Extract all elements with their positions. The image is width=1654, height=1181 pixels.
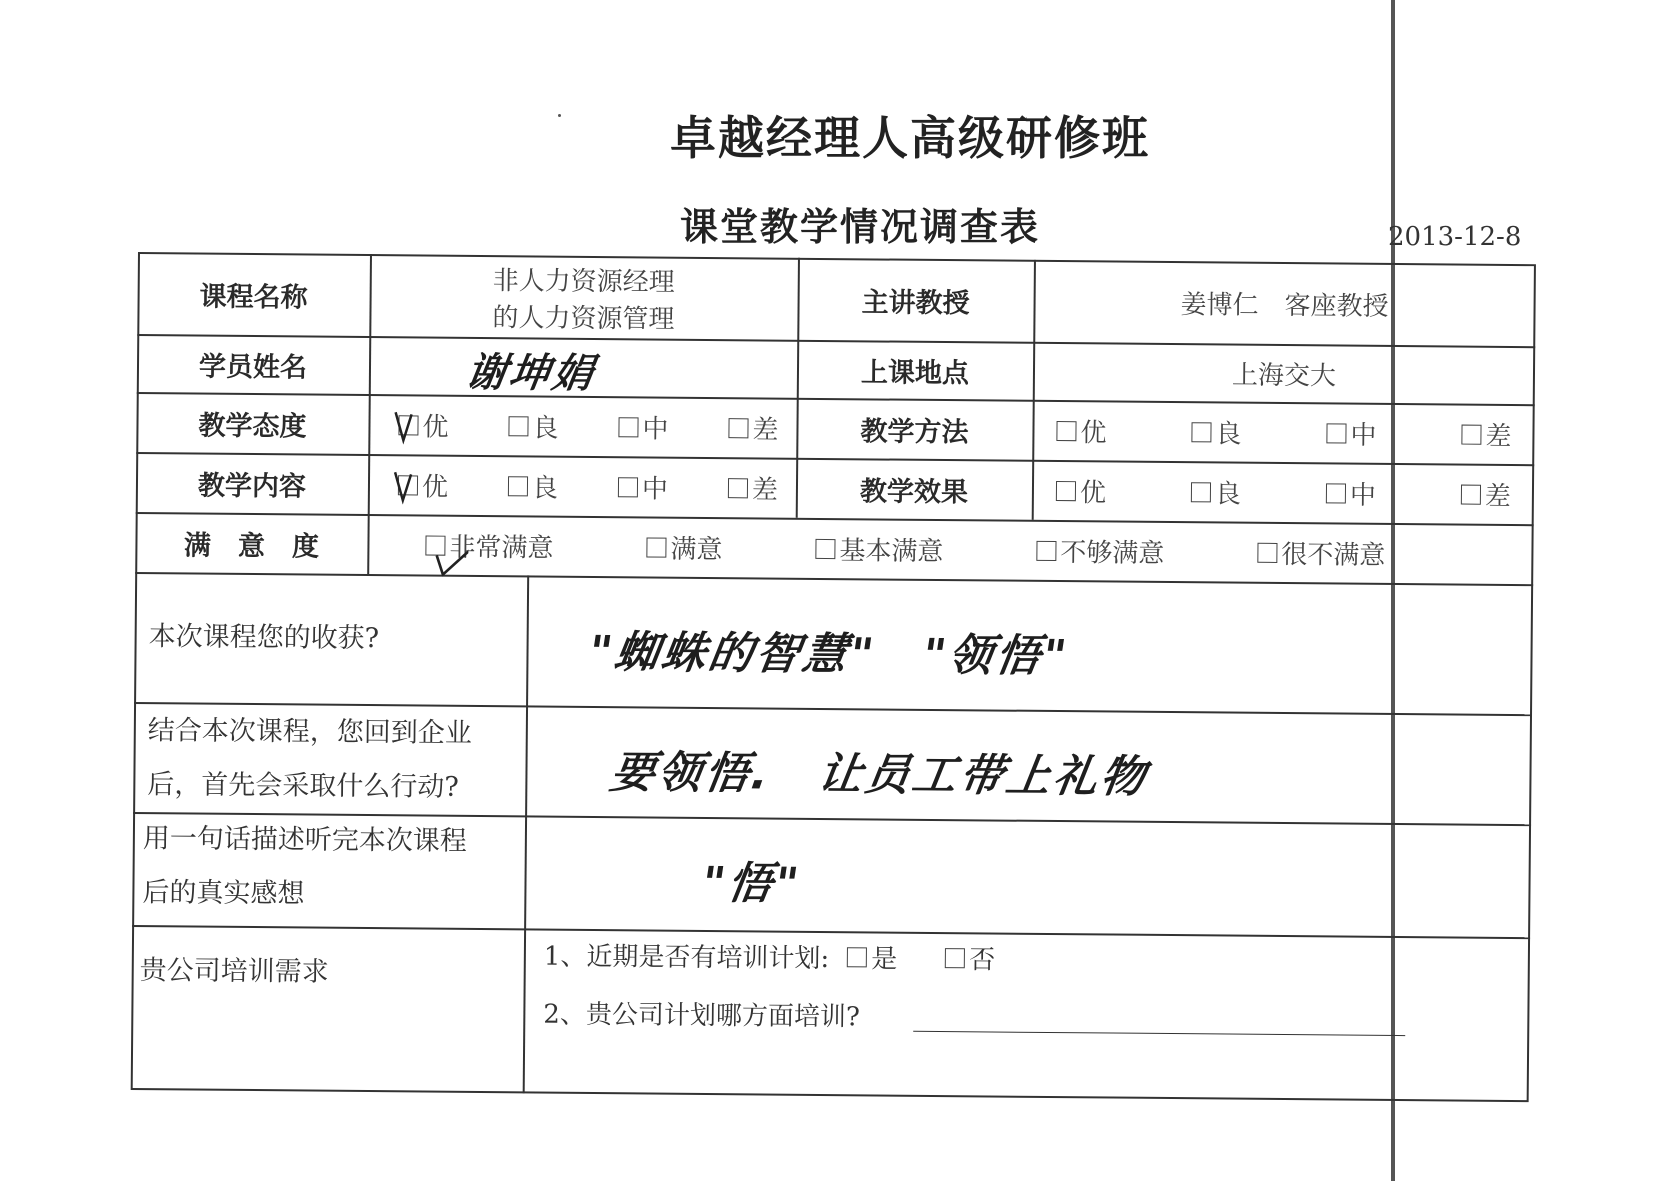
checkbox[interactable]: [618, 477, 638, 497]
checkbox-checked[interactable]: [398, 475, 418, 495]
checkbox[interactable]: [1257, 542, 1277, 562]
option-label: 优: [421, 472, 449, 503]
option-label: 很不满意: [1281, 539, 1386, 571]
checkbox[interactable]: [1191, 482, 1211, 502]
effect-option[interactable]: [1461, 476, 1511, 513]
checkbox[interactable]: [618, 417, 638, 437]
training-plan-no[interactable]: [945, 939, 995, 976]
checkbox[interactable]: [1056, 421, 1076, 441]
action-question-line2: 后，首先会采取什么行动?: [147, 769, 459, 803]
training-plan-text: 1、近期是否有培训计划:: [543, 941, 830, 975]
lecturer-label: 主讲教授: [861, 286, 970, 319]
training-plan-yes[interactable]: [847, 938, 897, 975]
satisfaction-option[interactable]: [425, 527, 553, 565]
checkbox[interactable]: [728, 478, 748, 498]
option-label: 差: [752, 415, 779, 446]
training-plan-question: [544, 936, 996, 977]
satisfaction-option[interactable]: [1036, 532, 1164, 570]
option-label: 是: [871, 944, 898, 975]
option-label: 非常满意: [449, 532, 554, 564]
content-option[interactable]: [508, 467, 558, 504]
attitude-option[interactable]: [508, 407, 558, 444]
option-label: 优: [422, 412, 449, 443]
attitude-options: [398, 406, 778, 446]
method-options: [1056, 412, 1511, 453]
option-label: 优: [1079, 478, 1107, 509]
checkbox[interactable]: [728, 418, 748, 438]
checkbox[interactable]: [945, 948, 965, 968]
option-label: 优: [1080, 418, 1107, 449]
lecturer-value: 姜博仁 客座教授: [1180, 289, 1389, 322]
option-label: 中: [1349, 480, 1377, 511]
course-name-line2: 的人力资源管理: [492, 302, 675, 335]
form-title: 卓越经理人高级研修班: [670, 111, 1150, 165]
location-label: 上课地点: [860, 356, 970, 389]
checkbox[interactable]: [508, 416, 528, 436]
option-label: 良: [1214, 479, 1242, 510]
course-name-line1: 非人力资源经理: [492, 265, 675, 298]
checkbox[interactable]: [1461, 424, 1481, 444]
method-option[interactable]: [1056, 412, 1106, 449]
content-options: [398, 466, 778, 506]
gain-question: 本次课程您的收获?: [148, 621, 380, 655]
checkbox[interactable]: [815, 538, 835, 558]
attitude-label: 教学态度: [198, 410, 307, 442]
action-answer: 要领悟. 让员工带上礼物: [607, 747, 1152, 803]
feeling-question-line1: 用一句话描述听完本次课程: [142, 823, 468, 857]
method-option[interactable]: [1461, 416, 1511, 453]
action-question-line1: 结合本次课程，您回到企业: [147, 715, 472, 749]
option-label: 满意: [670, 534, 723, 566]
satisfaction-option[interactable]: [646, 528, 722, 566]
check-mark-icon: [393, 410, 423, 444]
feeling-question-line2: 后的真实感想: [142, 877, 305, 910]
method-label: 教学方法: [860, 415, 969, 448]
effect-label: 教学效果: [859, 475, 969, 508]
satisfaction-option[interactable]: [1257, 534, 1385, 572]
location-value: 上海交大: [1231, 360, 1337, 391]
option-label: 中: [641, 474, 669, 505]
check-mark-icon: [393, 470, 423, 504]
effect-options: [1056, 472, 1511, 513]
checkbox[interactable]: [847, 947, 867, 967]
option-label: 良: [531, 473, 559, 504]
option-label: 中: [642, 414, 669, 445]
effect-option[interactable]: [1191, 473, 1241, 510]
checkbox[interactable]: [508, 476, 528, 496]
effect-option[interactable]: [1056, 472, 1106, 509]
checkbox-checked[interactable]: [398, 415, 418, 435]
checkbox-checked[interactable]: [425, 535, 445, 555]
option-label: 不够满意: [1060, 538, 1165, 569]
content-label: 教学内容: [197, 470, 307, 502]
checkbox[interactable]: [1326, 423, 1346, 443]
checkbox[interactable]: [1326, 483, 1346, 503]
method-option[interactable]: [1191, 413, 1241, 450]
effect-option[interactable]: [1326, 474, 1376, 511]
option-label: 差: [751, 475, 779, 506]
checkbox[interactable]: [1056, 481, 1076, 501]
gain-answer: "蜘蛛的智慧" "领悟": [585, 626, 1073, 683]
content-option[interactable]: [618, 468, 668, 505]
option-label: 否: [969, 945, 996, 976]
course-name-label: 课程名称: [199, 281, 308, 313]
attitude-option[interactable]: [728, 409, 778, 446]
option-label: 差: [1484, 481, 1512, 512]
content-option[interactable]: [728, 469, 778, 506]
checkbox[interactable]: [1191, 422, 1211, 442]
checkbox[interactable]: [1036, 540, 1056, 560]
method-option[interactable]: [1326, 414, 1376, 451]
satisfaction-label: 满 意 度: [183, 529, 320, 563]
content-option[interactable]: [398, 466, 448, 503]
student-name-label: 学员姓名: [198, 351, 308, 383]
satisfaction-option[interactable]: [815, 530, 943, 568]
attitude-option[interactable]: [618, 408, 668, 445]
checkbox[interactable]: [646, 537, 666, 557]
training-area-question: 2、贵公司计划哪方面培训?: [543, 999, 860, 1033]
option-label: 良: [532, 413, 559, 444]
student-signature: 谢坤娟: [463, 349, 599, 397]
checkbox[interactable]: [1461, 484, 1481, 504]
survey-form: [131, 252, 1536, 1102]
training-label: 贵公司培训需求: [139, 955, 329, 988]
option-label: 基本满意: [839, 536, 944, 568]
form-date: 2013-12-8: [1388, 222, 1522, 252]
form-subtitle: 课堂教学情况调查表: [679, 205, 1040, 249]
option-label: 差: [1485, 421, 1512, 452]
option-label: 中: [1350, 420, 1377, 451]
option-label: 良: [1215, 419, 1242, 450]
attitude-option[interactable]: [398, 406, 448, 443]
feeling-answer: "悟": [698, 857, 805, 910]
